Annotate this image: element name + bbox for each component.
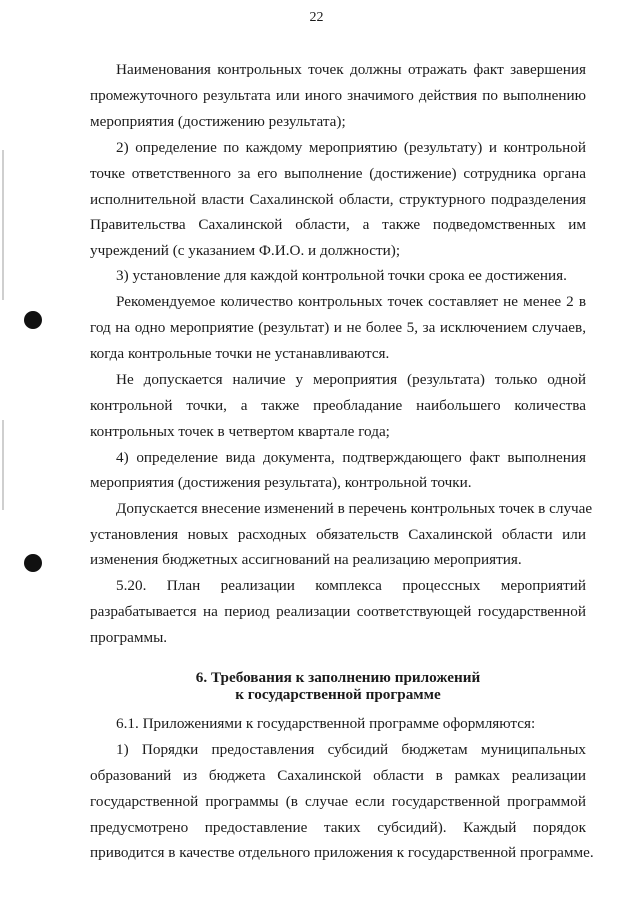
text-line: исполнительной власти Сахалинской области, структурного подразделения [90,191,586,208]
punch-hole [24,554,42,572]
text-line: мероприятия (достижения результата), контрольной точки. [90,474,472,491]
text-line: предусмотрено предоставление таких субсидий). Каждый порядок [90,819,586,836]
text-line: 3) установление для каждой контрольной точки срока ее достижения. [116,267,567,284]
text-line: Правительства Сахалинской области, а также подведомственных им [90,216,586,233]
text-line: Не допускается наличие у мероприятия (результата) только одной [116,371,586,388]
text-line: Допускается внесение изменений в перечень контрольных точек в случае [116,500,593,517]
text-line: программы. [90,629,168,646]
text-line: установления новых расходных обязательств Сахалинской области или [90,526,586,543]
text-line: 1) Порядки предоставления субсидий бюджетам муниципальных [116,741,586,758]
text-line: 2) определение по каждому мероприятию (результату) и контрольной [116,139,586,156]
text-line: 4) определение вида документа, подтверждающего факт выполнения [116,449,586,466]
punch-hole [24,311,42,329]
text-line: промежуточного результата или иного значимого действия по выполнению [90,87,586,104]
text-line: мероприятия (достижению результата); [90,113,346,130]
scan-edge-mark [2,420,4,510]
text-line: контрольной точки, а также преобладание наибольшего количества [90,397,586,414]
text-line: Рекомендуемое количество контрольных точек составляет не менее 2 в [116,293,586,310]
text-line: контрольных точек в четвертом квартале года; [90,423,390,440]
text-line: изменения бюджетных ассигнований на реализацию мероприятия. [90,551,522,568]
text-line: 6.1. Приложениями к государственной программе оформляются: [116,715,536,732]
text-line: 5.20. План реализации комплекса процессных мероприятий [116,577,586,594]
scan-edge-mark [2,150,4,300]
text-line: образований из бюджета Сахалинской области в рамках реализации [90,767,586,784]
text-line: учреждений (с указанием Ф.И.О. и должности); [90,242,401,259]
text-line: разрабатывается на период реализации соответствующей государственной [90,603,586,620]
text-line: точке ответственного за его выполнение (достижение) сотрудника органа [90,165,586,182]
page-number: 22 [309,10,324,25]
text-line: государственной программы (в случае если государственной программой [90,793,586,810]
text-line: год на одно мероприятие (результат) и не более 5, за исключением случаев, [90,319,586,336]
text-line: Наименования контрольных точек должны отражать факт завершения [116,61,586,78]
section-heading: 6. Требования к заполнению приложений [195,669,481,686]
section-heading: к государственной программе [235,686,441,703]
text-line: когда контрольные точки не устанавливаются. [90,345,390,362]
text-line: приводится в качестве отдельного приложения к государственной программе. [90,844,594,861]
